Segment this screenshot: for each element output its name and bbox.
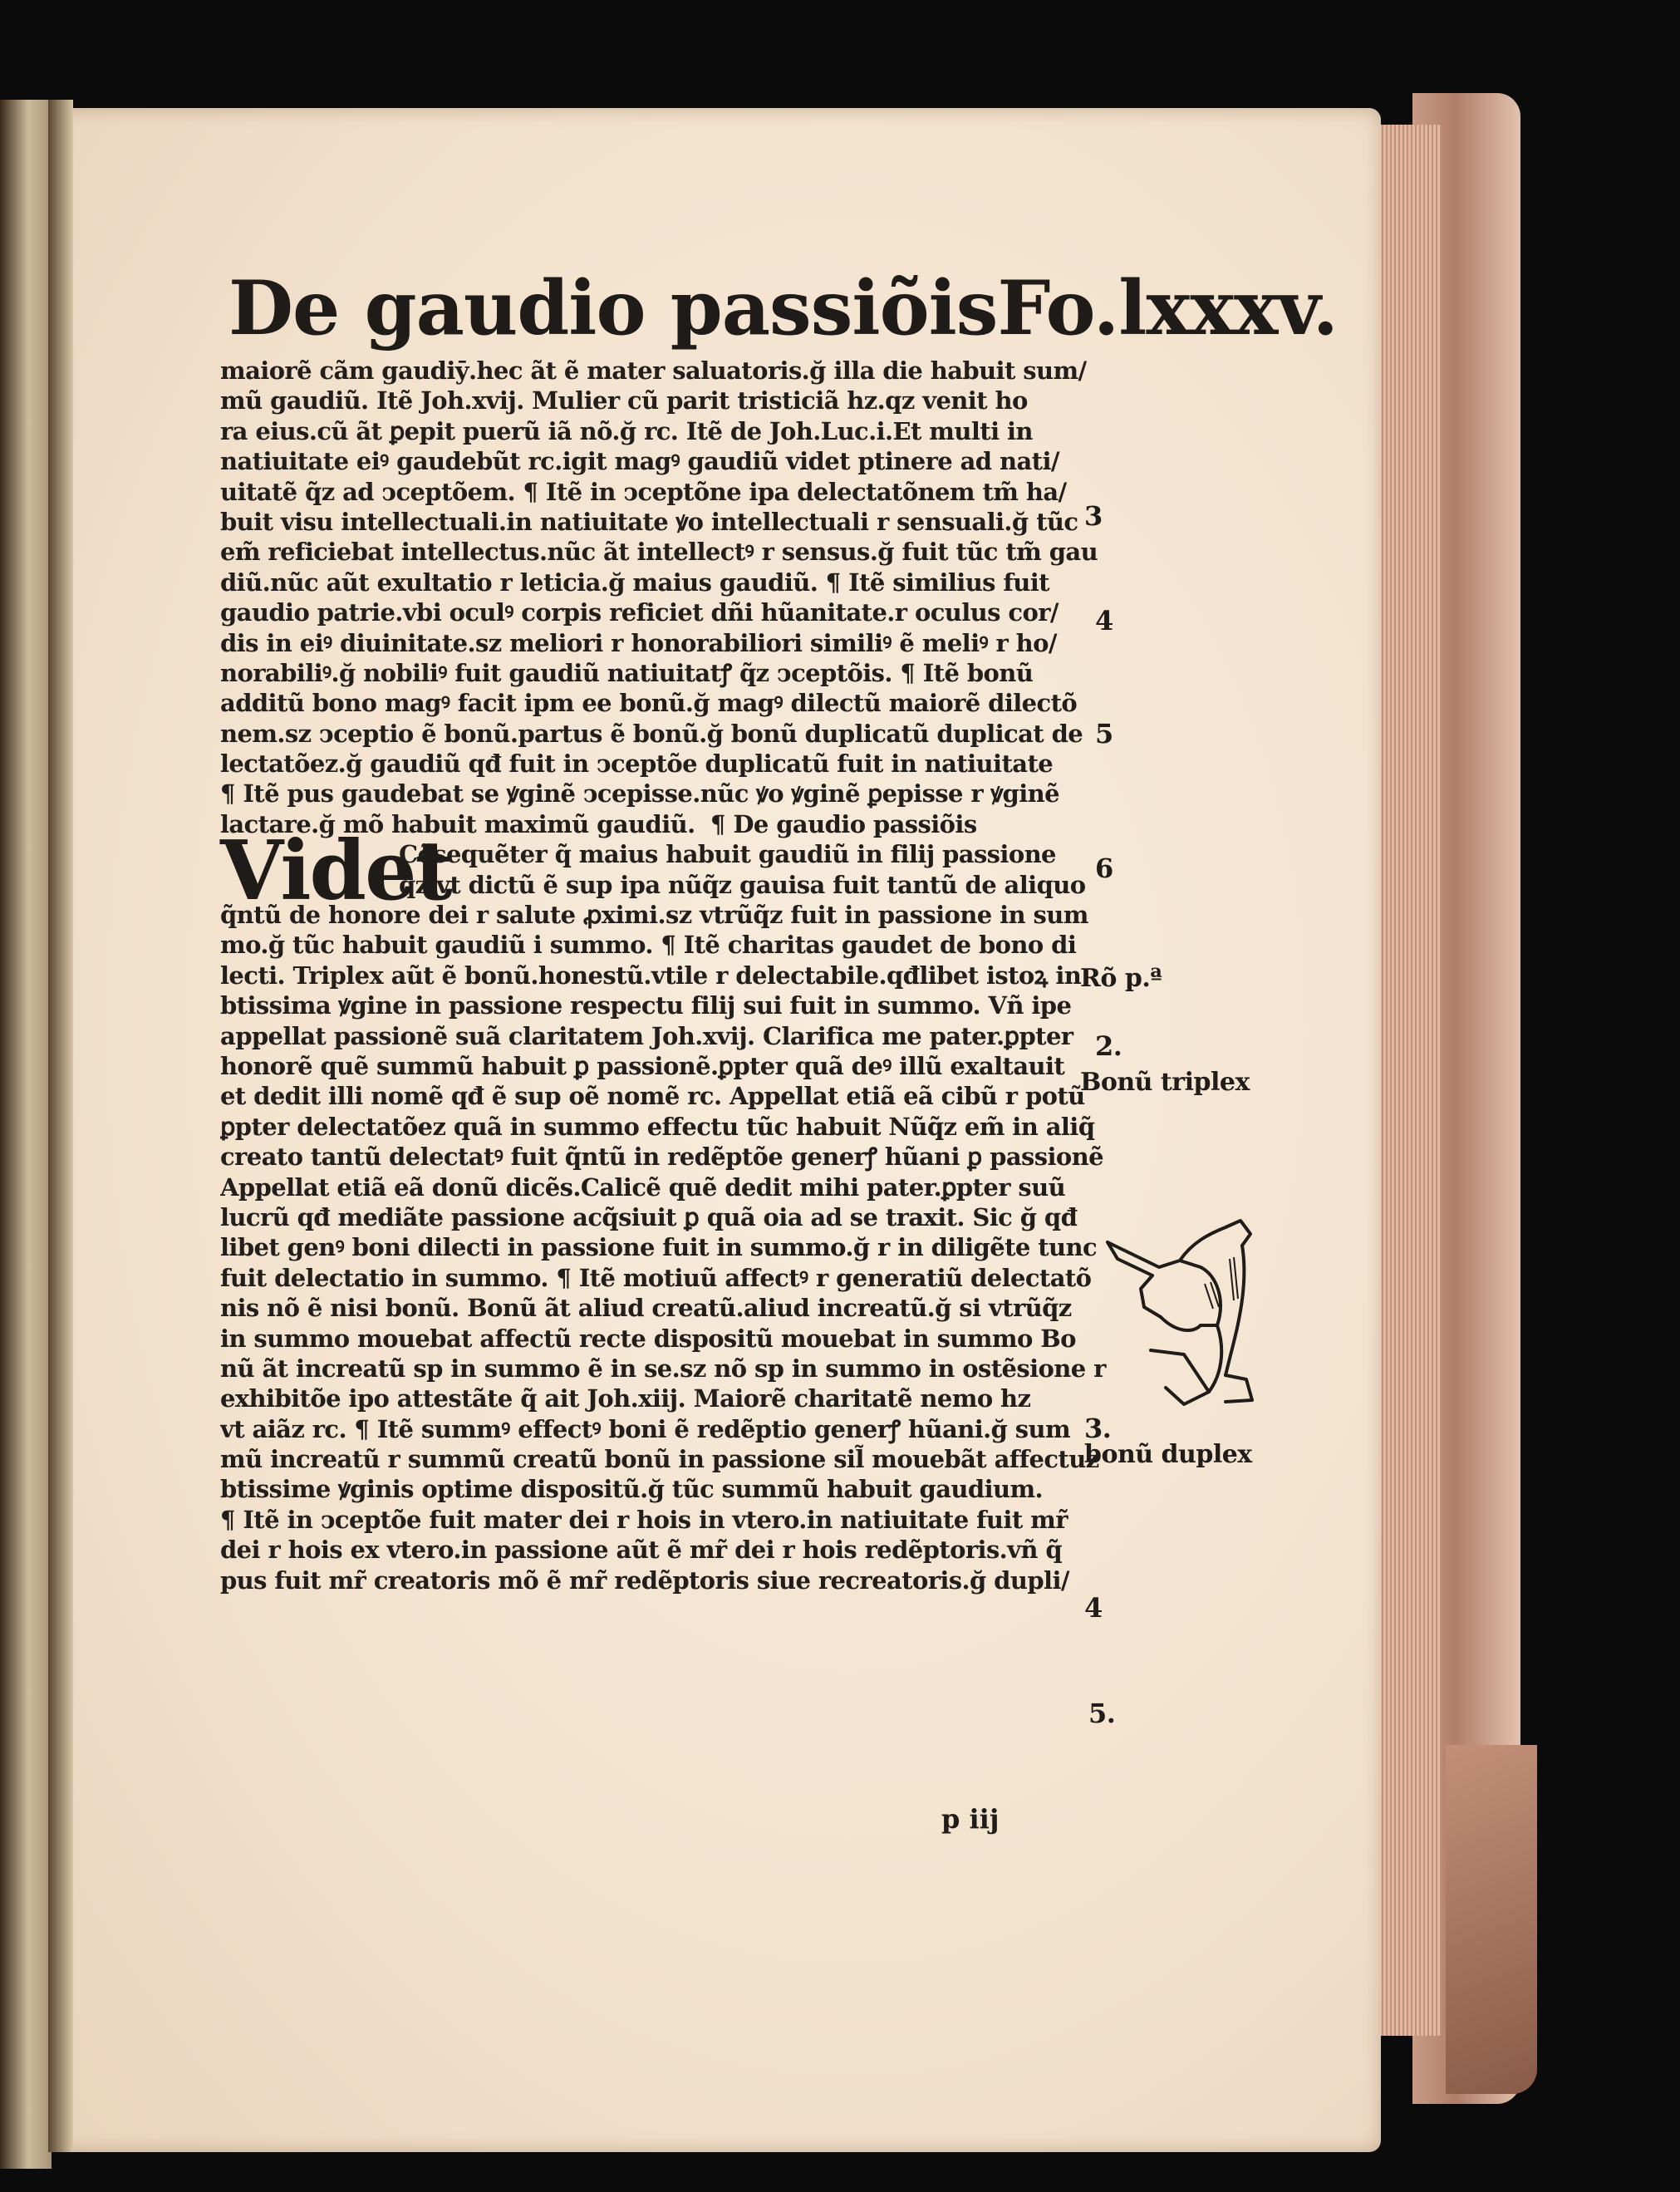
text-line: buit visu intellectuali.in natiuitate ꝟo intellectuali r sensuali.ğ tũc <box>220 507 1078 536</box>
section-heading: ¶ De gaudio passiõis <box>710 809 977 838</box>
margin-note-ro: Rõ p.ª <box>1080 964 1162 993</box>
running-head <box>228 264 1338 352</box>
text-line: fuit delectatio in summo. ¶ Itẽ motiuũ affectꝰ r generatiũ delectatõ <box>220 1263 1092 1292</box>
text-line: creato tantũ delectatꝰ fuit q̃ntũ in redẽptõe generꝭ hũani ꝑ passionẽ <box>220 1143 1103 1172</box>
text-line: maiorẽ cãm gaudiȳ.hec ãt ẽ mater saluatoris.ğ illa die habuit sum/ <box>220 356 1087 385</box>
margin-number-6: 6 <box>1095 853 1113 884</box>
text-line: et dedit illi nomẽ qđ ẽ sup oẽ nomẽ rc. Appellat etiã eã cibũ r potũ <box>220 1082 1085 1111</box>
text-line: btissima ꝟgine in passione respectu filij sui fuit in summo. Vñ ipe <box>220 991 1072 1020</box>
text-line: ¶ Itẽ pus gaudebat se ꝟginẽ ↄcepisse.nũc ꝟo ꝟginẽ ꝑepisse r ꝟginẽ <box>220 779 1059 808</box>
pointing-hand-icon <box>1101 1209 1259 1408</box>
text-line: dis in eiꝰ diuinitate.sz meliori r honorabiliori similiꝰ ẽ meliꝰ r ho/ <box>220 628 1057 657</box>
text-line: additũ bono magꝰ facit ipm ee bonũ.ğ magꝰ dilectũ maiorẽ dilectõ <box>220 689 1078 718</box>
folio-number: Fo.lxxxv. <box>997 264 1338 352</box>
text-line: vt aiãz rc. ¶ Itẽ summꝰ effectꝰ boni ẽ redẽptio generꝭ hũani.ğ sum <box>220 1414 1071 1443</box>
text-line: Cõsequẽter q̃ maius habuit gaudiũ in filij passione <box>399 840 1056 869</box>
text-line: natiuitate eiꝰ gaudebũt rc.igit magꝰ gaudiũ videt ptinere ad nati/ <box>220 447 1059 476</box>
text-line: lectatõez.ğ gaudiũ qđ fuit in ↄceptõe duplicatũ fuit in natiuitate <box>220 750 1054 779</box>
text-line: libet genꝰ boni dilecti in passione fuit in summo.ğ r in diligẽte tunc <box>220 1233 1098 1262</box>
text-line: ra eius.cũ ãt ꝑepit puerũ iã nõ.ğ rc. Itẽ de Joh.Luc.i.Et multi in <box>220 416 1033 445</box>
margin-number-5b: 5. <box>1088 1698 1116 1729</box>
text-line: Appellat etiã eã donũ dicẽs.Calicẽ quẽ dedit mihi pater.ꝑpter suũ <box>220 1172 1066 1202</box>
text-line: pus fuit mr̃ creatoris mõ ẽ mr̃ redẽptoris siue recreatoris.ğ dupli/ <box>220 1565 1069 1595</box>
drop-cap: Videt <box>220 823 451 920</box>
text-line: nis nõ ẽ nisi bonũ. Bonũ ãt aliud creatũ.aliud increatũ.ğ si vtrũq̃z <box>220 1294 1072 1323</box>
text-line: q̃ntũ de honore dei r salute ꝓximi.sz vtrũq̃z fuit in passione in sum <box>220 901 1088 930</box>
text-line: lecti. Triplex aũt ẽ bonũ.honestũ.vtile r delectabile.qđlibet istoꝝ in <box>220 961 1082 990</box>
text-line: nũ ãt increatũ sp in summo ẽ in se.sz nõ sp in summo in ostẽsione r <box>220 1354 1106 1383</box>
text-line: qz vt dictũ ẽ sup ipa nũq̃z gauisa fuit tantũ de aliquo <box>399 870 1086 899</box>
running-head-title: De gaudio passiõis <box>228 264 998 352</box>
margin-number-3b: 3. <box>1084 1413 1112 1444</box>
text-line: in summo mouebat affectũ recte dispositũ mouebat in summo Bo <box>220 1324 1076 1353</box>
text-line: ꝑpter delectatõez quã in summo effectu tũc habuit Nũq̃z em̃ in aliq̃ <box>220 1112 1095 1141</box>
text-line: appellat passionẽ suã claritatem Joh.xvij. Clarifica me pater.ꝑpter <box>220 1021 1073 1050</box>
text-line: em̃ reficiebat intellectus.nũc ãt intellectꝰ r sensus.ğ fuit tũc tm̃ gau <box>220 538 1098 567</box>
text-line: norabiliꝰ.ğ nobiliꝰ fuit gaudiũ natiuitatꝭ q̃z ↄceptõis. ¶ Itẽ bonũ <box>220 658 1034 687</box>
margin-note-bonu-triplex: Bonũ triplex <box>1080 1068 1250 1097</box>
text-line: mũ increatũ r summũ creatũ bonũ in passione sil̃ mouebãt affectuz <box>220 1445 1099 1474</box>
text-line: honorẽ quẽ summũ habuit ꝑ passionẽ.ꝑpter quã deꝰ illũ exaltauit <box>220 1051 1065 1080</box>
text-line: nem.sz ↄceptio ẽ bonũ.partus ẽ bonũ.ğ bonũ duplicatũ duplicat de <box>220 719 1083 748</box>
margin-note-bonu-duplex: bonũ duplex <box>1084 1440 1252 1469</box>
text-line: ¶ Itẽ in ↄceptõe fuit mater dei r hois in vtero.in natiuitate fuit mr̃ <box>220 1505 1068 1534</box>
text-line: diũ.nũc aũt exultatio r leticia.ğ maius gaudiũ. ¶ Itẽ similius fuit <box>220 568 1049 597</box>
text-line: btissime ꝟginis optime dispositũ.ğ tũc summũ habuit gaudium. <box>220 1475 1044 1504</box>
text-line: dei r hois ex vtero.in passione aũt ẽ mr̃ dei r hois redẽptoris.vñ q̃ <box>220 1536 1063 1565</box>
margin-number-5: 5 <box>1095 718 1113 750</box>
margin-number-4: 4 <box>1095 605 1113 636</box>
margin-number-2: 2. <box>1095 1030 1122 1062</box>
text-line: mo.ğ tũc habuit gaudiũ i summo. ¶ Itẽ charitas gaudet de bono di <box>220 931 1077 960</box>
signature-mark: p iij <box>941 1803 1000 1835</box>
left-page-edge <box>0 100 52 2169</box>
book-gutter <box>48 100 73 2152</box>
text-block <box>220 356 1118 1595</box>
text-line: uitatẽ q̃z ad ↄceptõem. ¶ Itẽ in ↄceptõne ipa delectatõnem tm̃ ha/ <box>220 477 1067 506</box>
text-line-end: lactare.ğ mõ habuit maximũ gaudiũ. <box>220 809 695 838</box>
margin-number-4b: 4 <box>1084 1592 1103 1624</box>
text-line: gaudio patrie.vbi oculꝰ corpis reficiet dñi hũanitate.r oculus cor/ <box>220 598 1059 627</box>
page-edges <box>1371 125 1442 2036</box>
margin-number-3: 3 <box>1084 500 1103 532</box>
text-line: lucrũ qđ mediãte passione acq̃siuit ꝑ quã oia ad se traxit. Sic ğ qđ <box>220 1202 1078 1231</box>
text-line: exhibitõe ipo attestãte q̃ ait Joh.xiij. Maiorẽ charitatẽ nemo hz <box>220 1384 1031 1413</box>
text-line: mũ gaudiũ. Itẽ Joh.xvij. Mulier cũ parit tristiciã hz.qz venit ho <box>220 386 1028 415</box>
binding-corner <box>1446 1745 1537 2094</box>
